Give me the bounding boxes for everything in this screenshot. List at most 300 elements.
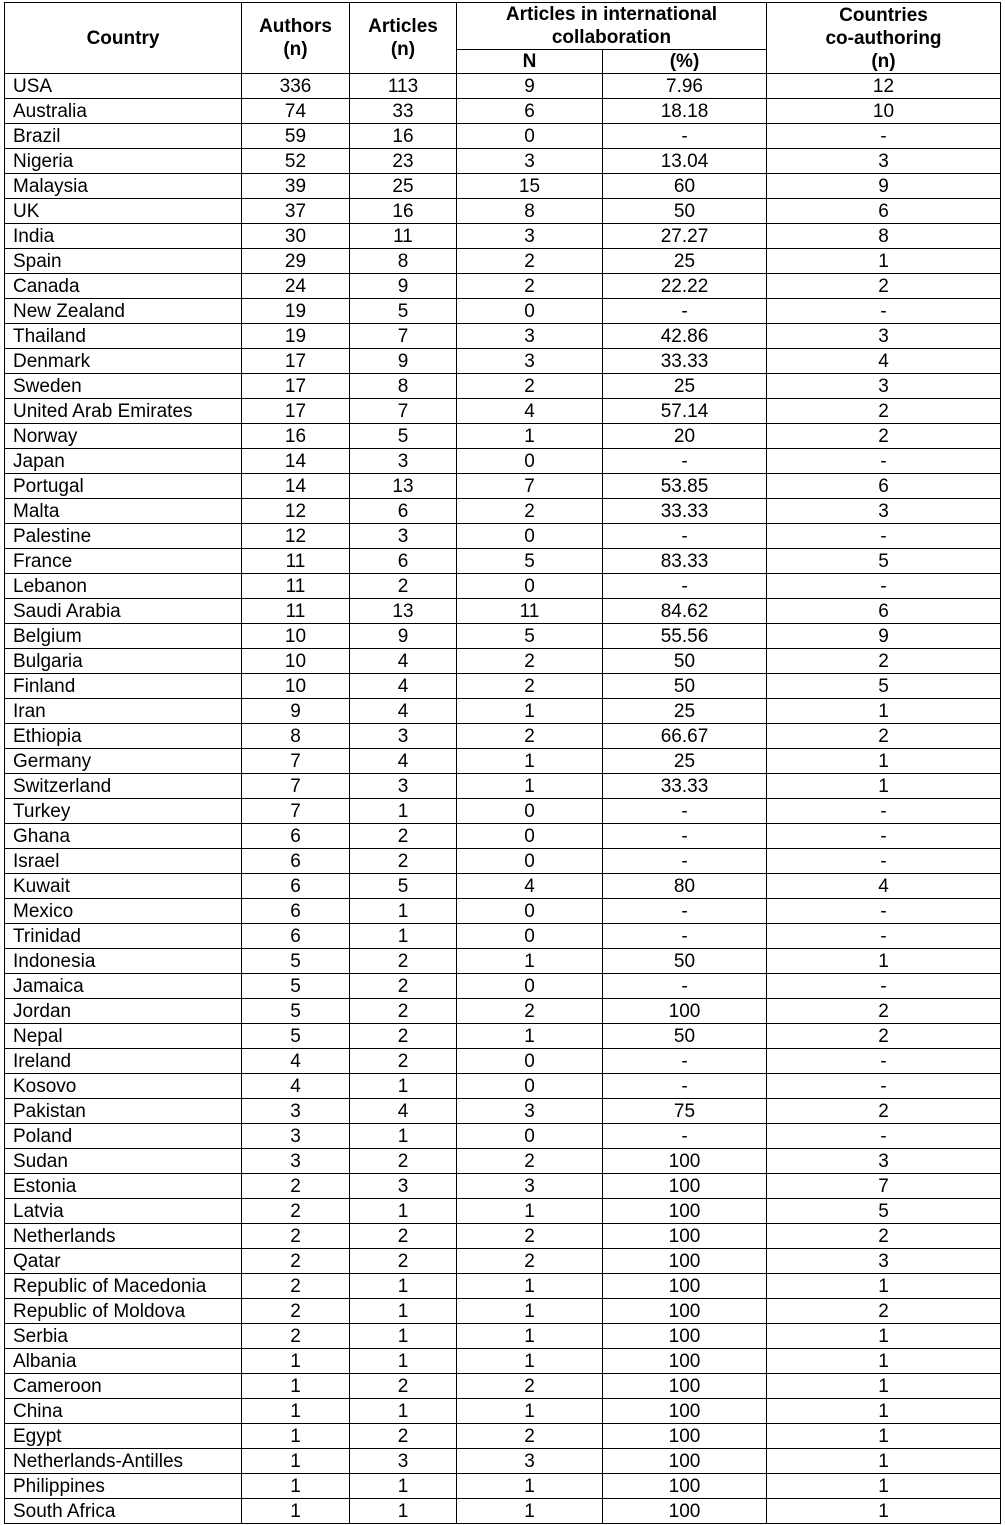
countries-coauthoring-cell: -: [767, 974, 1001, 999]
countries-coauthoring-cell: -: [767, 449, 1001, 474]
country-cell: Palestine: [5, 524, 242, 549]
countries-coauthoring-cell: 6: [767, 599, 1001, 624]
articles-cell: 2: [350, 1424, 457, 1449]
intl-n-cell: 0: [457, 849, 603, 874]
countries-coauthoring-cell: 3: [767, 374, 1001, 399]
table-row: [5, 1474, 1001, 1499]
authors-cell: 5: [242, 949, 350, 974]
authors-cell: 30: [242, 224, 350, 249]
table-row: [5, 924, 1001, 949]
countries-coauthoring-cell: 1: [767, 249, 1001, 274]
articles-cell: 1: [350, 924, 457, 949]
intl-percent-cell: 25: [603, 374, 767, 399]
articles-cell: 2: [350, 949, 457, 974]
table-row: [5, 299, 1001, 324]
table-row: [5, 1374, 1001, 1399]
intl-n-cell: 1: [457, 699, 603, 724]
authors-cell: 3: [242, 1099, 350, 1124]
countries-coauthoring-cell: 2: [767, 399, 1001, 424]
countries-coauthoring-cell: 2: [767, 724, 1001, 749]
intl-percent-cell: 42.86: [603, 324, 767, 349]
intl-percent-cell: 33.33: [603, 349, 767, 374]
articles-cell: 4: [350, 674, 457, 699]
authors-cell: 10: [242, 624, 350, 649]
authors-cell: 1: [242, 1449, 350, 1474]
intl-percent-cell: 55.56: [603, 624, 767, 649]
countries-coauthoring-cell: 6: [767, 474, 1001, 499]
authors-cell: 2: [242, 1224, 350, 1249]
header-percent: (%): [603, 50, 767, 74]
table-row: [5, 1049, 1001, 1074]
table-row: [5, 974, 1001, 999]
authors-cell: 11: [242, 549, 350, 574]
intl-percent-cell: -: [603, 1074, 767, 1099]
intl-percent-cell: -: [603, 524, 767, 549]
countries-coauthoring-cell: -: [767, 124, 1001, 149]
intl-n-cell: 1: [457, 1349, 603, 1374]
authors-cell: 4: [242, 1074, 350, 1099]
country-cell: China: [5, 1399, 242, 1424]
authors-cell: 6: [242, 874, 350, 899]
authors-cell: 11: [242, 574, 350, 599]
authors-cell: 7: [242, 799, 350, 824]
authors-cell: 37: [242, 199, 350, 224]
countries-coauthoring-cell: 2: [767, 1024, 1001, 1049]
table-row: [5, 324, 1001, 349]
table-row: [5, 549, 1001, 574]
authors-cell: 16: [242, 424, 350, 449]
countries-coauthoring-cell: 1: [767, 1399, 1001, 1424]
intl-percent-cell: 25: [603, 699, 767, 724]
table-row: [5, 874, 1001, 899]
authors-cell: 14: [242, 449, 350, 474]
articles-cell: 6: [350, 549, 457, 574]
country-cell: USA: [5, 74, 242, 99]
country-cell: Ireland: [5, 1049, 242, 1074]
articles-cell: 1: [350, 1199, 457, 1224]
country-cell: Israel: [5, 849, 242, 874]
table-row: [5, 224, 1001, 249]
authors-cell: 1: [242, 1499, 350, 1524]
countries-coauthoring-cell: -: [767, 899, 1001, 924]
country-cell: Poland: [5, 1124, 242, 1149]
countries-coauthoring-cell: 1: [767, 1424, 1001, 1449]
authors-cell: 2: [242, 1274, 350, 1299]
table-row: [5, 74, 1001, 99]
countries-coauthoring-cell: -: [767, 1074, 1001, 1099]
intl-n-cell: 1: [457, 1474, 603, 1499]
articles-cell: 23: [350, 149, 457, 174]
articles-cell: 25: [350, 174, 457, 199]
countries-coauthoring-cell: -: [767, 849, 1001, 874]
articles-cell: 1: [350, 1299, 457, 1324]
table-row: [5, 1449, 1001, 1474]
countries-coauthoring-cell: 1: [767, 1374, 1001, 1399]
countries-coauthoring-cell: 1: [767, 1349, 1001, 1374]
authors-cell: 4: [242, 1049, 350, 1074]
authors-cell: 17: [242, 399, 350, 424]
authors-cell: 3: [242, 1124, 350, 1149]
articles-cell: 11: [350, 224, 457, 249]
table-row: [5, 724, 1001, 749]
country-cell: Spain: [5, 249, 242, 274]
table-row: [5, 1324, 1001, 1349]
country-cell: Canada: [5, 274, 242, 299]
countries-coauthoring-cell: 2: [767, 1299, 1001, 1324]
intl-n-cell: 8: [457, 199, 603, 224]
authors-cell: 19: [242, 324, 350, 349]
country-cell: UK: [5, 199, 242, 224]
articles-cell: 2: [350, 1024, 457, 1049]
authors-cell: 6: [242, 899, 350, 924]
intl-n-cell: 2: [457, 374, 603, 399]
articles-cell: 1: [350, 1474, 457, 1499]
intl-percent-cell: 25: [603, 249, 767, 274]
intl-percent-cell: 80: [603, 874, 767, 899]
countries-table: [4, 2, 1001, 1524]
intl-percent-cell: 50: [603, 1024, 767, 1049]
country-cell: Ethiopia: [5, 724, 242, 749]
authors-cell: 52: [242, 149, 350, 174]
countries-coauthoring-cell: 3: [767, 149, 1001, 174]
country-cell: Indonesia: [5, 949, 242, 974]
authors-cell: 1: [242, 1399, 350, 1424]
countries-coauthoring-cell: 1: [767, 1449, 1001, 1474]
table-row: [5, 1224, 1001, 1249]
country-cell: Trinidad: [5, 924, 242, 949]
intl-percent-cell: -: [603, 799, 767, 824]
articles-cell: 3: [350, 724, 457, 749]
intl-percent-cell: -: [603, 299, 767, 324]
authors-cell: 6: [242, 849, 350, 874]
intl-percent-cell: 100: [603, 1249, 767, 1274]
country-cell: Serbia: [5, 1324, 242, 1349]
country-cell: Turkey: [5, 799, 242, 824]
articles-cell: 7: [350, 399, 457, 424]
authors-cell: 17: [242, 349, 350, 374]
intl-percent-cell: 100: [603, 1224, 767, 1249]
intl-n-cell: 0: [457, 299, 603, 324]
authors-cell: 1: [242, 1474, 350, 1499]
authors-cell: 1: [242, 1424, 350, 1449]
table-row: [5, 1074, 1001, 1099]
intl-percent-cell: 57.14: [603, 399, 767, 424]
authors-cell: 2: [242, 1199, 350, 1224]
intl-percent-cell: 60: [603, 174, 767, 199]
table-row: [5, 124, 1001, 149]
authors-cell: 5: [242, 999, 350, 1024]
intl-n-cell: 2: [457, 499, 603, 524]
intl-n-cell: 0: [457, 924, 603, 949]
intl-n-cell: 1: [457, 949, 603, 974]
intl-percent-cell: 100: [603, 1199, 767, 1224]
countries-coauthoring-cell: -: [767, 299, 1001, 324]
intl-n-cell: 1: [457, 424, 603, 449]
intl-n-cell: 4: [457, 399, 603, 424]
authors-cell: 5: [242, 1024, 350, 1049]
intl-percent-cell: -: [603, 449, 767, 474]
intl-n-cell: 0: [457, 449, 603, 474]
articles-cell: 5: [350, 299, 457, 324]
table-row: [5, 199, 1001, 224]
intl-percent-cell: 75: [603, 1099, 767, 1124]
articles-cell: 1: [350, 1499, 457, 1524]
country-cell: Malaysia: [5, 174, 242, 199]
countries-coauthoring-cell: 1: [767, 699, 1001, 724]
country-cell: Latvia: [5, 1199, 242, 1224]
countries-coauthoring-cell: 5: [767, 1199, 1001, 1224]
intl-percent-cell: 33.33: [603, 499, 767, 524]
table-row: [5, 749, 1001, 774]
country-cell: Malta: [5, 499, 242, 524]
articles-cell: 2: [350, 574, 457, 599]
intl-percent-cell: 100: [603, 1374, 767, 1399]
country-cell: Kuwait: [5, 874, 242, 899]
table-row: [5, 574, 1001, 599]
intl-n-cell: 1: [457, 1399, 603, 1424]
country-cell: Netherlands: [5, 1224, 242, 1249]
articles-cell: 4: [350, 1099, 457, 1124]
countries-coauthoring-cell: 4: [767, 874, 1001, 899]
country-cell: France: [5, 549, 242, 574]
articles-cell: 3: [350, 774, 457, 799]
intl-n-cell: 0: [457, 974, 603, 999]
authors-cell: 17: [242, 374, 350, 399]
intl-n-cell: 3: [457, 224, 603, 249]
table-row: [5, 1249, 1001, 1274]
articles-cell: 2: [350, 1374, 457, 1399]
intl-percent-cell: 22.22: [603, 274, 767, 299]
country-cell: Australia: [5, 99, 242, 124]
authors-cell: 9: [242, 699, 350, 724]
table-row: [5, 499, 1001, 524]
intl-percent-cell: -: [603, 124, 767, 149]
country-cell: Egypt: [5, 1424, 242, 1449]
header-countries-coauthoring: Countries co-authoring (n): [767, 3, 1001, 74]
country-cell: Bulgaria: [5, 649, 242, 674]
intl-n-cell: 1: [457, 749, 603, 774]
articles-cell: 3: [350, 449, 457, 474]
header-authors: Authors (n): [242, 3, 350, 74]
articles-cell: 2: [350, 1249, 457, 1274]
table-row: [5, 599, 1001, 624]
authors-cell: 10: [242, 674, 350, 699]
intl-percent-cell: -: [603, 1049, 767, 1074]
intl-percent-cell: 50: [603, 649, 767, 674]
countries-coauthoring-cell: -: [767, 1124, 1001, 1149]
articles-cell: 113: [350, 74, 457, 99]
intl-percent-cell: 100: [603, 1324, 767, 1349]
table-row: [5, 274, 1001, 299]
table-body: [5, 74, 1001, 1524]
countries-coauthoring-cell: 9: [767, 624, 1001, 649]
country-cell: Japan: [5, 449, 242, 474]
table-row: [5, 474, 1001, 499]
country-cell: Switzerland: [5, 774, 242, 799]
articles-cell: 13: [350, 599, 457, 624]
articles-cell: 2: [350, 849, 457, 874]
countries-coauthoring-cell: 10: [767, 99, 1001, 124]
authors-cell: 1: [242, 1374, 350, 1399]
intl-n-cell: 2: [457, 1149, 603, 1174]
countries-coauthoring-cell: 12: [767, 74, 1001, 99]
table-header: [5, 3, 1001, 74]
authors-cell: 1: [242, 1349, 350, 1374]
intl-percent-cell: 100: [603, 1174, 767, 1199]
intl-percent-cell: 7.96: [603, 74, 767, 99]
articles-cell: 1: [350, 899, 457, 924]
countries-coauthoring-cell: 3: [767, 1249, 1001, 1274]
countries-coauthoring-cell: 2: [767, 1224, 1001, 1249]
intl-n-cell: 5: [457, 624, 603, 649]
intl-n-cell: 1: [457, 1299, 603, 1324]
intl-percent-cell: -: [603, 1124, 767, 1149]
countries-coauthoring-cell: 3: [767, 324, 1001, 349]
countries-coauthoring-cell: 9: [767, 174, 1001, 199]
articles-cell: 2: [350, 1224, 457, 1249]
intl-percent-cell: 100: [603, 1299, 767, 1324]
table-row: [5, 349, 1001, 374]
intl-n-cell: 1: [457, 1024, 603, 1049]
articles-cell: 8: [350, 374, 457, 399]
intl-n-cell: 0: [457, 899, 603, 924]
country-cell: Albania: [5, 1349, 242, 1374]
country-cell: Iran: [5, 699, 242, 724]
country-cell: Nigeria: [5, 149, 242, 174]
country-cell: Lebanon: [5, 574, 242, 599]
country-cell: Cameroon: [5, 1374, 242, 1399]
table-row: [5, 1399, 1001, 1424]
countries-coauthoring-cell: 1: [767, 1499, 1001, 1524]
intl-n-cell: 2: [457, 274, 603, 299]
intl-n-cell: 2: [457, 1224, 603, 1249]
country-cell: Sweden: [5, 374, 242, 399]
intl-n-cell: 0: [457, 524, 603, 549]
articles-cell: 9: [350, 624, 457, 649]
articles-cell: 4: [350, 699, 457, 724]
authors-cell: 5: [242, 974, 350, 999]
articles-cell: 3: [350, 524, 457, 549]
table-row: [5, 949, 1001, 974]
articles-cell: 3: [350, 1449, 457, 1474]
intl-n-cell: 0: [457, 1124, 603, 1149]
table-row: [5, 1199, 1001, 1224]
articles-cell: 1: [350, 1274, 457, 1299]
table-row: [5, 1424, 1001, 1449]
authors-cell: 12: [242, 524, 350, 549]
authors-cell: 12: [242, 499, 350, 524]
table-row: [5, 824, 1001, 849]
country-cell: South Africa: [5, 1499, 242, 1524]
table-row: [5, 524, 1001, 549]
authors-cell: 74: [242, 99, 350, 124]
intl-percent-cell: 100: [603, 1424, 767, 1449]
articles-cell: 1: [350, 1324, 457, 1349]
intl-percent-cell: 20: [603, 424, 767, 449]
authors-cell: 59: [242, 124, 350, 149]
table-row: [5, 1024, 1001, 1049]
authors-cell: 2: [242, 1299, 350, 1324]
intl-n-cell: 3: [457, 1449, 603, 1474]
country-cell: Portugal: [5, 474, 242, 499]
articles-cell: 5: [350, 424, 457, 449]
table-row: [5, 649, 1001, 674]
articles-cell: 4: [350, 649, 457, 674]
articles-cell: 1: [350, 1399, 457, 1424]
country-cell: Mexico: [5, 899, 242, 924]
countries-coauthoring-cell: 1: [767, 1274, 1001, 1299]
authors-cell: 10: [242, 649, 350, 674]
countries-coauthoring-cell: 1: [767, 774, 1001, 799]
table-row: [5, 899, 1001, 924]
articles-cell: 1: [350, 1349, 457, 1374]
intl-n-cell: 9: [457, 74, 603, 99]
intl-percent-cell: -: [603, 574, 767, 599]
authors-cell: 8: [242, 724, 350, 749]
intl-percent-cell: 100: [603, 1349, 767, 1374]
countries-coauthoring-cell: 3: [767, 1149, 1001, 1174]
countries-coauthoring-cell: -: [767, 524, 1001, 549]
authors-cell: 2: [242, 1324, 350, 1349]
intl-n-cell: 0: [457, 799, 603, 824]
intl-n-cell: 2: [457, 249, 603, 274]
intl-n-cell: 5: [457, 549, 603, 574]
intl-n-cell: 1: [457, 1499, 603, 1524]
intl-percent-cell: -: [603, 974, 767, 999]
countries-coauthoring-cell: 6: [767, 199, 1001, 224]
header-n: N: [457, 50, 603, 74]
country-cell: Jamaica: [5, 974, 242, 999]
country-cell: Germany: [5, 749, 242, 774]
articles-cell: 2: [350, 974, 457, 999]
country-cell: Qatar: [5, 1249, 242, 1274]
table-row: [5, 374, 1001, 399]
intl-n-cell: 3: [457, 324, 603, 349]
intl-percent-cell: 100: [603, 1149, 767, 1174]
intl-percent-cell: 100: [603, 1499, 767, 1524]
countries-coauthoring-cell: 3: [767, 499, 1001, 524]
articles-cell: 6: [350, 499, 457, 524]
intl-percent-cell: 84.62: [603, 599, 767, 624]
intl-n-cell: 1: [457, 1274, 603, 1299]
table-row: [5, 1124, 1001, 1149]
country-cell: Nepal: [5, 1024, 242, 1049]
table-row: [5, 449, 1001, 474]
intl-n-cell: 0: [457, 574, 603, 599]
intl-n-cell: 3: [457, 349, 603, 374]
articles-cell: 2: [350, 999, 457, 1024]
table-row: [5, 249, 1001, 274]
intl-percent-cell: -: [603, 824, 767, 849]
countries-coauthoring-cell: 4: [767, 349, 1001, 374]
intl-n-cell: 2: [457, 724, 603, 749]
articles-cell: 2: [350, 824, 457, 849]
articles-cell: 5: [350, 874, 457, 899]
intl-percent-cell: 53.85: [603, 474, 767, 499]
authors-cell: 2: [242, 1249, 350, 1274]
intl-percent-cell: 13.04: [603, 149, 767, 174]
table-row: [5, 1349, 1001, 1374]
intl-percent-cell: -: [603, 924, 767, 949]
authors-cell: 39: [242, 174, 350, 199]
intl-n-cell: 2: [457, 1249, 603, 1274]
country-cell: Kosovo: [5, 1074, 242, 1099]
countries-coauthoring-cell: 2: [767, 649, 1001, 674]
country-cell: Republic of Moldova: [5, 1299, 242, 1324]
authors-cell: 6: [242, 824, 350, 849]
country-cell: Pakistan: [5, 1099, 242, 1124]
intl-n-cell: 2: [457, 1424, 603, 1449]
